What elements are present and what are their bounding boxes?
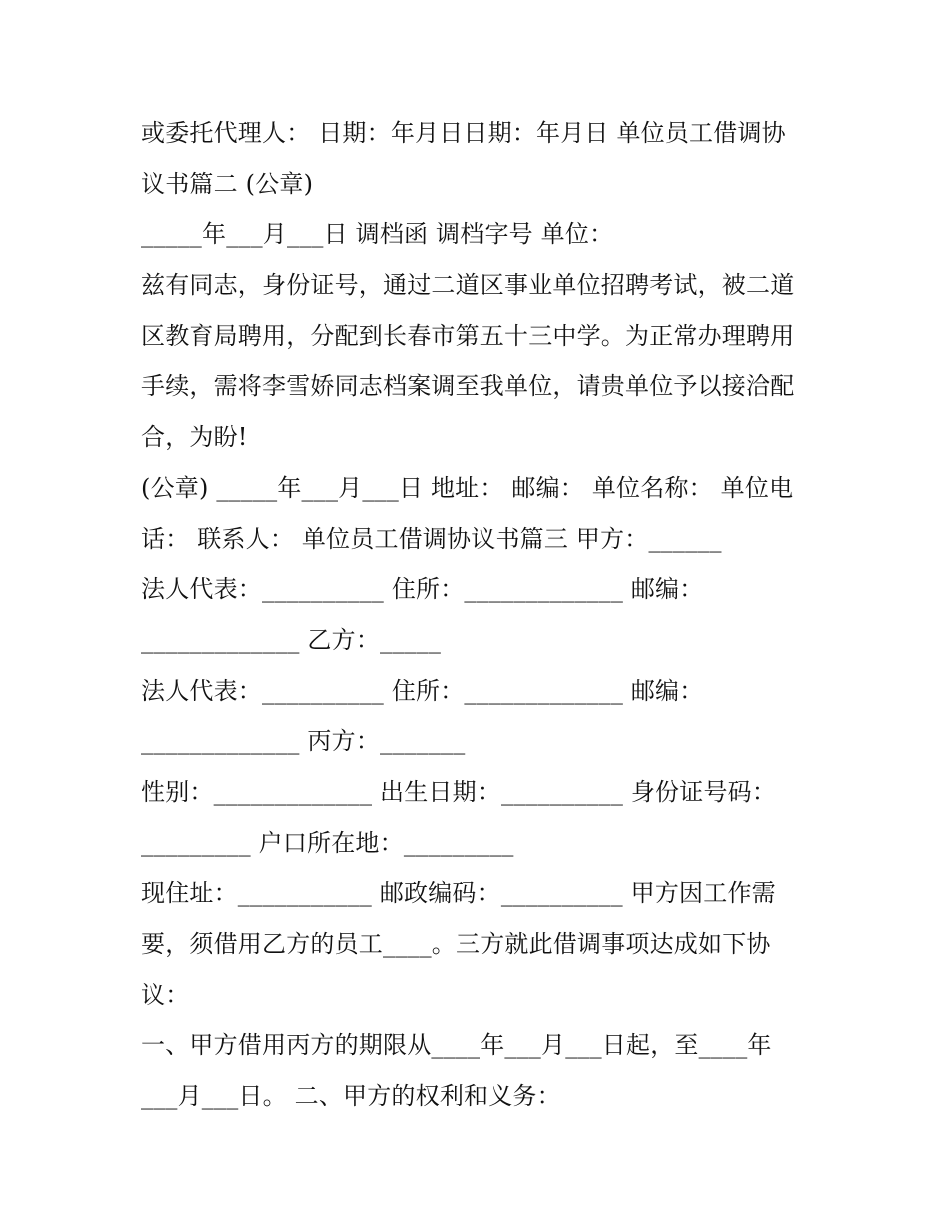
text-line: 现住址：___________ 邮政编码：__________ 甲方因工作需 [141,879,776,908]
text-line: _____________ 丙方：_______ [141,727,466,756]
text-line: 法人代表：__________ 住所：_____________ 邮编： [141,676,704,705]
text-line: 法人代表：__________ 住所：_____________ 邮编： [141,575,704,604]
text-line: 议书篇二 (公章) [141,169,314,198]
text-line: 手续，需将李雪娇同志档案调至我单位，请贵单位予以接洽配 [141,372,795,401]
text-line: 合，为盼! [141,423,248,452]
text-line: (公章) _____年___月___日 地址： 邮编： 单位名称： 单位电 [141,473,794,502]
text-line: _________ 户口所在地：_________ [141,828,514,857]
text-line: 性别：_____________ 出生日期：__________ 身份证号码： [141,777,777,806]
text-line: 议： [141,980,190,1009]
text-line: 或委托代理人： 日期：年月日日期：年月日 单位员工借调协 [141,119,786,147]
text-line: 要，须借用乙方的员工____。三方就此借调事项达成如下协 [141,930,771,958]
text-line: _____年___月___日 调档函 调档字号 单位： [141,220,614,249]
document-body [141,108,821,1122]
text-line: 一、甲方借用丙方的期限从____年___月___日起，至____年 [141,1031,772,1060]
text-line: 兹有同志，身份证号，通过二道区事业单位招聘考试，被二道 [141,271,795,300]
text-line: 区教育局聘用，分配到长春市第五十三中学。为正常办理聘用 [141,321,795,350]
text-line: _____________ 乙方：_____ [141,625,442,654]
text-line: ___月___日。 二、甲方的权利和义务： [141,1082,561,1111]
text-line: 话： 联系人： 单位员工借调协议书篇三 甲方：______ [141,524,722,553]
